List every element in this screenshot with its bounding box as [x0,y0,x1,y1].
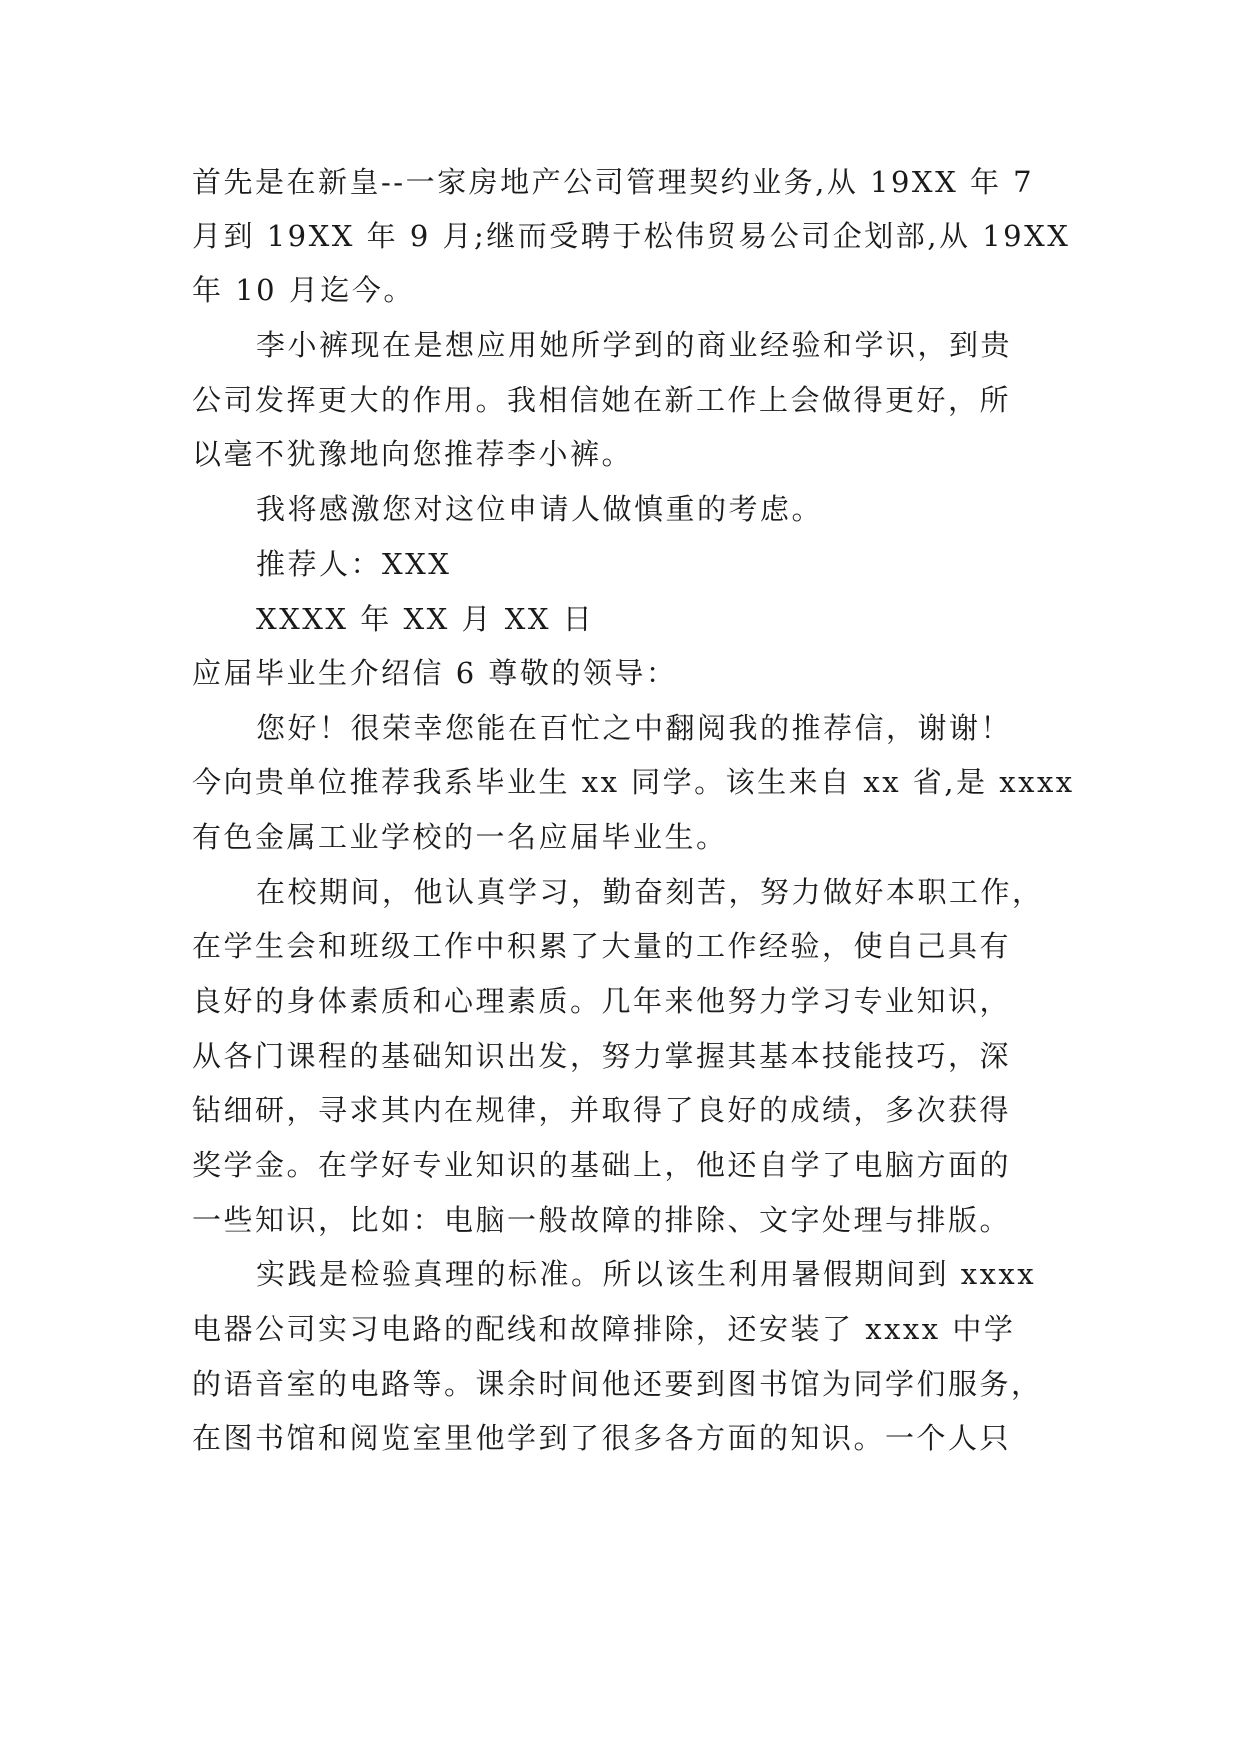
text-line: 年 10 月迄今。 [192,273,415,307]
date-line: XXXX 年 XX 月 XX 日 [256,602,595,636]
text-line: 在图书馆和阅览室里他学到了很多各方面的知识。一个人只 [192,1421,1012,1455]
text-line: 公司发挥更大的作用。我相信她在新工作上会做得更好，所 [192,383,1012,417]
text-line: 从各门课程的基础知识出发，努力掌握其基本技能技巧，深 [192,1039,1012,1073]
text-line: 一些知识，比如：电脑一般故障的排除、文字处理与排版。 [192,1203,1012,1237]
text-line: 我将感激您对这位申请人做慎重的考虑。 [256,492,824,526]
text-line: 钻细研，寻求其内在规律，并取得了良好的成绩，多次获得 [192,1093,1012,1127]
text-line: 以毫不犹豫地向您推荐李小裤。 [192,437,634,471]
text-line: 首先是在新皇--一家房地产公司管理契约业务,从 19XX 年 7 [192,165,1035,199]
text-line: 今向贵单位推荐我系毕业生 xx 同学。该生来自 xx 省,是 xxxx [192,765,1075,799]
text-line: 李小裤现在是想应用她所学到的商业经验和学识，到贵 [256,328,1013,362]
text-line: 的语音室的电路等。课余时间他还要到图书馆为同学们服务， [192,1367,1043,1401]
text-line: 在学生会和班级工作中积累了大量的工作经验，使自己具有 [192,929,1012,963]
text-line: 奖学金。在学好专业知识的基础上，他还自学了电脑方面的 [192,1148,1012,1182]
text-line: 月到 19XX 年 9 月;继而受聘于松伟贸易公司企划部,从 19XX [192,219,1071,253]
text-line: 在校期间，他认真学习，勤奋刻苦，努力做好本职工作， [256,875,1044,909]
signature-line: 推荐人：XXX [256,547,452,581]
text-line: 良好的身体素质和心理素质。几年来他努力学习专业知识， [192,984,1012,1018]
text-line: 您好！很荣幸您能在百忙之中翻阅我的推荐信，谢谢！ [256,711,1013,745]
text-line: 电器公司实习电路的配线和故障排除，还安装了 xxxx 中学 [192,1312,1016,1346]
text-line: 有色金属工业学校的一名应届毕业生。 [192,820,728,854]
text-line: 实践是检验真理的标准。所以该生利用暑假期间到 xxxx [256,1257,1037,1291]
section-heading: 应届毕业生介绍信 6 尊敬的领导： [192,656,678,690]
